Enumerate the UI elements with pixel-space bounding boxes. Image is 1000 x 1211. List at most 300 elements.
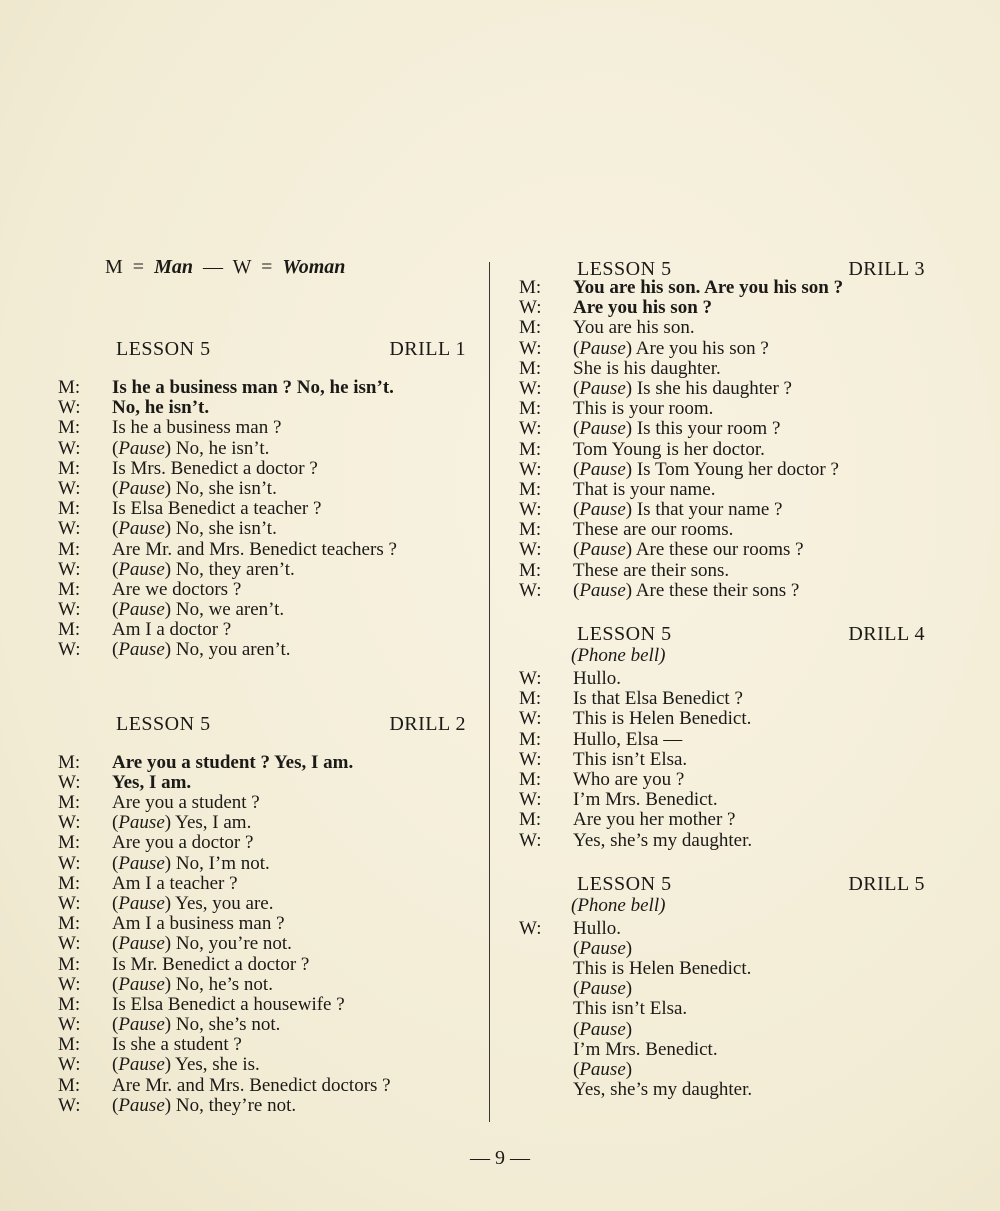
dialogue-line [519, 520, 929, 540]
dialogue-line [58, 955, 478, 975]
line-words: Are Mr. and Mrs. Benedict teachers ? [112, 538, 397, 560]
line-text [112, 479, 478, 499]
line-text [573, 979, 929, 999]
paren-close: ) [164, 437, 172, 459]
dialogue-line [58, 540, 478, 560]
line-words: Are you a doctor ? [112, 832, 254, 854]
legend-eq-2: = [261, 256, 273, 278]
pause-cue: Pause [579, 539, 626, 561]
drill-3 [519, 258, 929, 601]
lesson-label: LESSON 5 [116, 338, 211, 360]
line-text [112, 955, 478, 975]
line-words: Are these our rooms ? [632, 539, 804, 561]
speaker-label: M: [58, 751, 81, 773]
line-text [112, 894, 478, 914]
line-text [573, 939, 929, 959]
speaker-label: W: [519, 377, 542, 399]
pause-cue: Pause [118, 892, 165, 914]
paren-open: ( [573, 579, 580, 601]
line-words: No, they’re not. [171, 1094, 297, 1116]
speaker-label: W: [58, 771, 81, 793]
paren-close: ) [164, 812, 172, 834]
line-words: No, he isn’t. [171, 437, 270, 459]
speaker-label: M: [58, 872, 81, 894]
speaker-label: W: [58, 639, 81, 661]
dialogue-line [519, 298, 929, 318]
legend-dash: — [202, 256, 223, 278]
speaker-label: M: [519, 277, 542, 298]
drill-label: DRILL 4 [848, 623, 925, 645]
speaker-label: M: [519, 317, 542, 339]
dialogue-line [58, 753, 478, 773]
dialogue-line [58, 854, 478, 874]
speaker-label: W: [519, 917, 542, 939]
dialogue-line [58, 773, 478, 793]
line-text [573, 999, 929, 1019]
paren-open: ( [112, 639, 119, 661]
line-text [573, 399, 929, 419]
pause-cue: Pause [118, 477, 165, 499]
dialogue-line [58, 459, 478, 479]
dialogue-line [519, 1080, 929, 1100]
speaker-label: W: [519, 668, 542, 689]
line-words: Is she a student ? [112, 1034, 242, 1056]
line-text [573, 730, 929, 750]
line-text [573, 278, 929, 298]
dialogue-line [519, 919, 929, 939]
line-words: Are you a student ? Yes, I am. [112, 751, 354, 773]
line-text [112, 1096, 478, 1116]
dialogue-line [58, 1035, 478, 1055]
line-text [573, 581, 929, 601]
drill-4 [519, 623, 929, 851]
paren-open: ( [112, 933, 119, 955]
dialogue-line [519, 399, 929, 419]
dialogue-line [519, 581, 929, 601]
line-text [573, 440, 929, 460]
line-text [573, 919, 929, 939]
pause-cue: Pause [118, 933, 165, 955]
line-words: Yes, I am. [171, 812, 252, 834]
dialogue-line [519, 750, 929, 770]
drill-label: DRILL 1 [389, 338, 466, 360]
line-words: No, she isn’t. [171, 477, 277, 499]
line-words: She is his daughter. [573, 357, 721, 379]
line-text [112, 1076, 478, 1096]
right-column [519, 258, 929, 1100]
line-text [112, 975, 478, 995]
pause-cue: Pause [118, 518, 165, 540]
paren-open: ( [112, 477, 119, 499]
line-text [112, 640, 478, 660]
line-words: I’m Mrs. Benedict. [573, 1038, 718, 1060]
speaker-label: M: [58, 953, 81, 975]
line-text [112, 995, 478, 1015]
paren-open: ( [112, 892, 119, 914]
paren-close: ) [164, 558, 172, 580]
speaker-label: W: [58, 892, 81, 914]
drill-subtitle: (Phone bell) [571, 894, 666, 916]
line-text [112, 1015, 478, 1035]
paren-close: ) [164, 1014, 172, 1036]
line-text [112, 499, 478, 519]
paren-open: ( [112, 973, 119, 995]
speaker-label: M: [58, 913, 81, 935]
paren-close: ) [164, 1094, 172, 1116]
paren-open: ( [573, 458, 580, 480]
line-words: You are his son. Are you his son ? [573, 277, 844, 298]
pause-cue: Pause [579, 458, 626, 480]
paren-close: ) [164, 973, 172, 995]
paren-open: ( [112, 1014, 119, 1036]
paren-open: ( [573, 1059, 580, 1080]
speaker-label: W: [519, 789, 542, 811]
line-words: No, we aren’t. [171, 599, 285, 621]
speaker-label: W: [58, 852, 81, 874]
line-words: Are you a student ? [112, 792, 260, 813]
paren-close: ) [164, 599, 172, 621]
speaker-label: W: [519, 499, 542, 521]
speaker-label: M: [519, 768, 542, 790]
dialogue-line [58, 894, 478, 914]
dialogue-line [58, 560, 478, 580]
line-text [112, 1055, 478, 1075]
dialogue-line [519, 709, 929, 729]
line-text [573, 1060, 929, 1080]
speaker-label: M: [519, 728, 542, 750]
speaker-label: M: [58, 792, 81, 813]
line-words: Yes, she’s my daughter. [573, 829, 753, 851]
pause-cue: Pause [118, 973, 165, 995]
pause-cue: Pause [579, 337, 626, 359]
dialogue-line [58, 580, 478, 600]
drill-label: DRILL 2 [389, 712, 466, 735]
dialogue-line [58, 640, 478, 660]
dialogue-line [58, 398, 478, 418]
speaker-label: M: [519, 438, 542, 460]
line-words: I’m Mrs. Benedict. [573, 789, 718, 811]
dialogue-line [58, 479, 478, 499]
speaker-label: W: [519, 579, 542, 601]
dialogue-line [58, 1096, 478, 1116]
dialogue-line [58, 620, 478, 640]
line-words: Tom Young is her doctor. [573, 438, 765, 460]
paren-open: ( [573, 1018, 580, 1040]
paren-close: ) [164, 1054, 172, 1076]
line-words: Am I a doctor ? [112, 619, 232, 641]
line-text [573, 1020, 929, 1040]
paren-open: ( [573, 418, 580, 440]
line-words: That is your name. [573, 478, 716, 500]
pause-cue: Pause [579, 1059, 626, 1080]
paren-close: ) [164, 639, 172, 661]
line-words: Is Mrs. Benedict a doctor ? [112, 457, 318, 479]
line-text [573, 810, 929, 830]
line-words: Is he a business man ? [112, 417, 282, 439]
line-words: Is Elsa Benedict a housewife ? [112, 993, 345, 1015]
line-text [112, 418, 478, 438]
paren-open: ( [112, 599, 119, 621]
pause-cue: Pause [118, 437, 165, 459]
dialogue-line [58, 813, 478, 833]
speaker-label: W: [519, 458, 542, 480]
speaker-label: W: [519, 418, 542, 440]
line-text [573, 689, 929, 709]
line-text [112, 540, 478, 560]
line-words: No, he isn’t. [112, 397, 210, 419]
pause-cue: Pause [118, 1014, 165, 1036]
line-words: Is Elsa Benedict a teacher ? [112, 498, 322, 520]
dialogue-line [519, 440, 929, 460]
line-text [573, 520, 929, 540]
dialogue-line [58, 378, 478, 398]
pause-cue: Pause [118, 852, 165, 874]
dialogue-line [58, 793, 478, 813]
speaker-label: M: [58, 832, 81, 854]
page-number: — 9 — [470, 1147, 530, 1169]
lesson-label: LESSON 5 [577, 623, 672, 645]
dialogue-line [519, 790, 929, 810]
line-text [112, 773, 478, 793]
speaker-label [519, 1020, 573, 1040]
line-text [573, 540, 929, 560]
speaker-label: M: [519, 519, 542, 541]
dialogue-line [58, 975, 478, 995]
dialogue-line [519, 339, 929, 359]
line-words: Is Mr. Benedict a doctor ? [112, 953, 310, 975]
speaker-label: W: [519, 297, 542, 319]
line-words: Is that Elsa Benedict ? [573, 688, 743, 710]
speaker-label: W: [58, 518, 81, 540]
line-text [573, 460, 929, 480]
line-words: No, she’s not. [171, 1014, 281, 1036]
pause-cue: Pause [579, 418, 626, 440]
speaker-label: W: [58, 973, 81, 995]
speaker-label: M: [519, 398, 542, 420]
dialogue-line [519, 730, 929, 750]
line-words: No, he’s not. [171, 973, 273, 995]
line-words: This is your room. [573, 398, 714, 420]
speaker-label [519, 999, 573, 1019]
paren-open: ( [573, 937, 580, 959]
line-words: Are you her mother ? [573, 809, 736, 831]
speaker-label: W: [58, 1094, 81, 1116]
dialogue-line [58, 874, 478, 894]
pause-cue: Pause [118, 599, 165, 621]
line-text [112, 580, 478, 600]
line-words: Hullo. [573, 917, 622, 939]
line-text [112, 753, 478, 773]
line-text [573, 770, 929, 790]
dialogue-line [519, 979, 929, 999]
line-words: This is Helen Benedict. [573, 958, 752, 980]
paren-close: ) [625, 337, 633, 359]
speaker-label: M: [519, 559, 542, 581]
line-text [573, 339, 929, 359]
drill-heading [519, 873, 929, 893]
dialogue-line [519, 460, 929, 480]
legend-man: Man [154, 256, 193, 278]
pause-cue: Pause [579, 499, 626, 521]
drill-1 [58, 338, 478, 661]
dialogue-line [58, 1076, 478, 1096]
line-text [112, 934, 478, 954]
legend-eq-1: = [132, 256, 145, 278]
speaker-label: W: [58, 437, 81, 459]
paren-open: ( [112, 1094, 119, 1116]
drill-subtitle: (Phone bell) [571, 645, 666, 666]
line-words: No, they aren’t. [171, 558, 295, 580]
line-words: Are Mr. and Mrs. Benedict doctors ? [112, 1074, 391, 1096]
speaker-label [519, 939, 573, 959]
line-words: Am I a business man ? [112, 913, 285, 935]
line-text [573, 750, 929, 770]
line-words: You are his son. [573, 317, 695, 339]
line-words: Yes, you are. [171, 892, 274, 914]
legend-woman: Woman [282, 256, 346, 278]
pause-cue: Pause [579, 1018, 626, 1040]
paren-close: ) [625, 377, 633, 399]
paren-close: ) [625, 1018, 633, 1040]
drill-label: DRILL 5 [848, 872, 925, 895]
dialogue-line [519, 500, 929, 520]
dialogue-line [519, 669, 929, 689]
drill-heading [58, 713, 478, 753]
line-text [573, 831, 929, 851]
line-words: Yes, I am. [112, 771, 192, 793]
dialogue-line [58, 1055, 478, 1075]
paren-close: ) [164, 933, 172, 955]
speaker-label: W: [58, 1014, 81, 1036]
dialogue-line [519, 831, 929, 851]
paren-open: ( [573, 539, 580, 561]
pause-cue: Pause [579, 579, 626, 601]
line-text [573, 419, 929, 439]
dialogue-line [519, 278, 929, 298]
line-text [112, 378, 478, 398]
left-column [58, 338, 478, 1116]
line-text [573, 298, 929, 318]
paren-close: ) [625, 499, 633, 521]
line-words: Yes, she is. [171, 1054, 260, 1076]
dialogue-line [519, 939, 929, 959]
line-text [573, 959, 929, 979]
pause-cue: Pause [118, 812, 165, 834]
dialogue-line [58, 995, 478, 1015]
line-words: No, you’re not. [171, 933, 292, 955]
speaker-label: W: [58, 397, 81, 419]
line-text [573, 561, 929, 581]
line-words: Who are you ? [573, 768, 685, 790]
speaker-label [519, 1060, 573, 1080]
speaker-label [519, 1040, 573, 1060]
speaker-label: M: [519, 357, 542, 379]
pause-cue: Pause [118, 1054, 165, 1076]
line-words: Is he a business man ? No, he isn’t. [112, 377, 394, 398]
dialogue-line [58, 914, 478, 934]
paren-close: ) [164, 852, 172, 874]
line-words: This isn’t Elsa. [573, 748, 688, 770]
line-text [112, 833, 478, 853]
lesson-label: LESSON 5 [577, 258, 672, 280]
lesson-label: LESSON 5 [116, 712, 211, 735]
paren-close: ) [625, 937, 633, 959]
dialogue-line [58, 418, 478, 438]
line-words: Is Tom Young her doctor ? [632, 458, 839, 480]
line-words: Hullo, Elsa — [573, 728, 683, 750]
drill-label: DRILL 3 [848, 258, 925, 280]
speaker-label: W: [519, 337, 542, 359]
pause-cue: Pause [118, 639, 165, 661]
speaker-label: M: [58, 619, 81, 641]
paren-close: ) [625, 458, 633, 480]
line-text [112, 459, 478, 479]
line-text [112, 793, 478, 813]
dialogue-line [519, 1040, 929, 1060]
line-text [112, 600, 478, 620]
line-words: No, I’m not. [171, 852, 270, 874]
speaker-label: M: [58, 993, 81, 1015]
line-words: Hullo. [573, 668, 622, 689]
line-text [573, 379, 929, 399]
line-words: No, she isn’t. [171, 518, 277, 540]
line-text [573, 709, 929, 729]
line-text [112, 854, 478, 874]
line-words: Are these their sons ? [632, 579, 800, 601]
line-words: Is she his daughter ? [632, 377, 792, 399]
dialogue-line [58, 519, 478, 539]
drill-heading [58, 338, 478, 378]
paren-close: ) [625, 418, 633, 440]
legend-w: W [232, 256, 252, 278]
dialogue-line [519, 480, 929, 500]
pause-cue: Pause [118, 558, 165, 580]
line-text [112, 914, 478, 934]
lesson-label: LESSON 5 [577, 872, 672, 895]
dialogue-line [519, 689, 929, 709]
dialogue-line [58, 600, 478, 620]
dialogue-line [519, 1020, 929, 1040]
speaker-label: W: [58, 1054, 81, 1076]
line-words: These are our rooms. [573, 519, 734, 541]
line-words: This isn’t Elsa. [573, 998, 688, 1020]
line-text [112, 620, 478, 640]
dialogue-line [519, 419, 929, 439]
dialogue-line [519, 999, 929, 1019]
drill-5 [519, 873, 929, 1101]
paren-close: ) [625, 978, 633, 1000]
speaker-label: M: [58, 1074, 81, 1096]
dialogue-line [58, 499, 478, 519]
speaker-label: W: [58, 812, 81, 834]
paren-open: ( [112, 852, 119, 874]
speaker-legend [105, 256, 345, 279]
line-words: Are you his son ? [632, 337, 769, 359]
line-words: No, you aren’t. [171, 639, 291, 661]
column-divider [489, 262, 490, 1122]
line-words: Are you his son ? [573, 297, 713, 319]
dialogue-line [58, 934, 478, 954]
pause-cue: Pause [579, 937, 626, 959]
speaker-label: W: [58, 477, 81, 499]
legend-m: M [105, 256, 123, 278]
line-text [573, 359, 929, 379]
paren-close: ) [164, 892, 172, 914]
paren-open: ( [112, 1054, 119, 1076]
line-words: Am I a teacher ? [112, 872, 238, 894]
speaker-label: M: [58, 457, 81, 479]
dialogue-line [519, 770, 929, 790]
